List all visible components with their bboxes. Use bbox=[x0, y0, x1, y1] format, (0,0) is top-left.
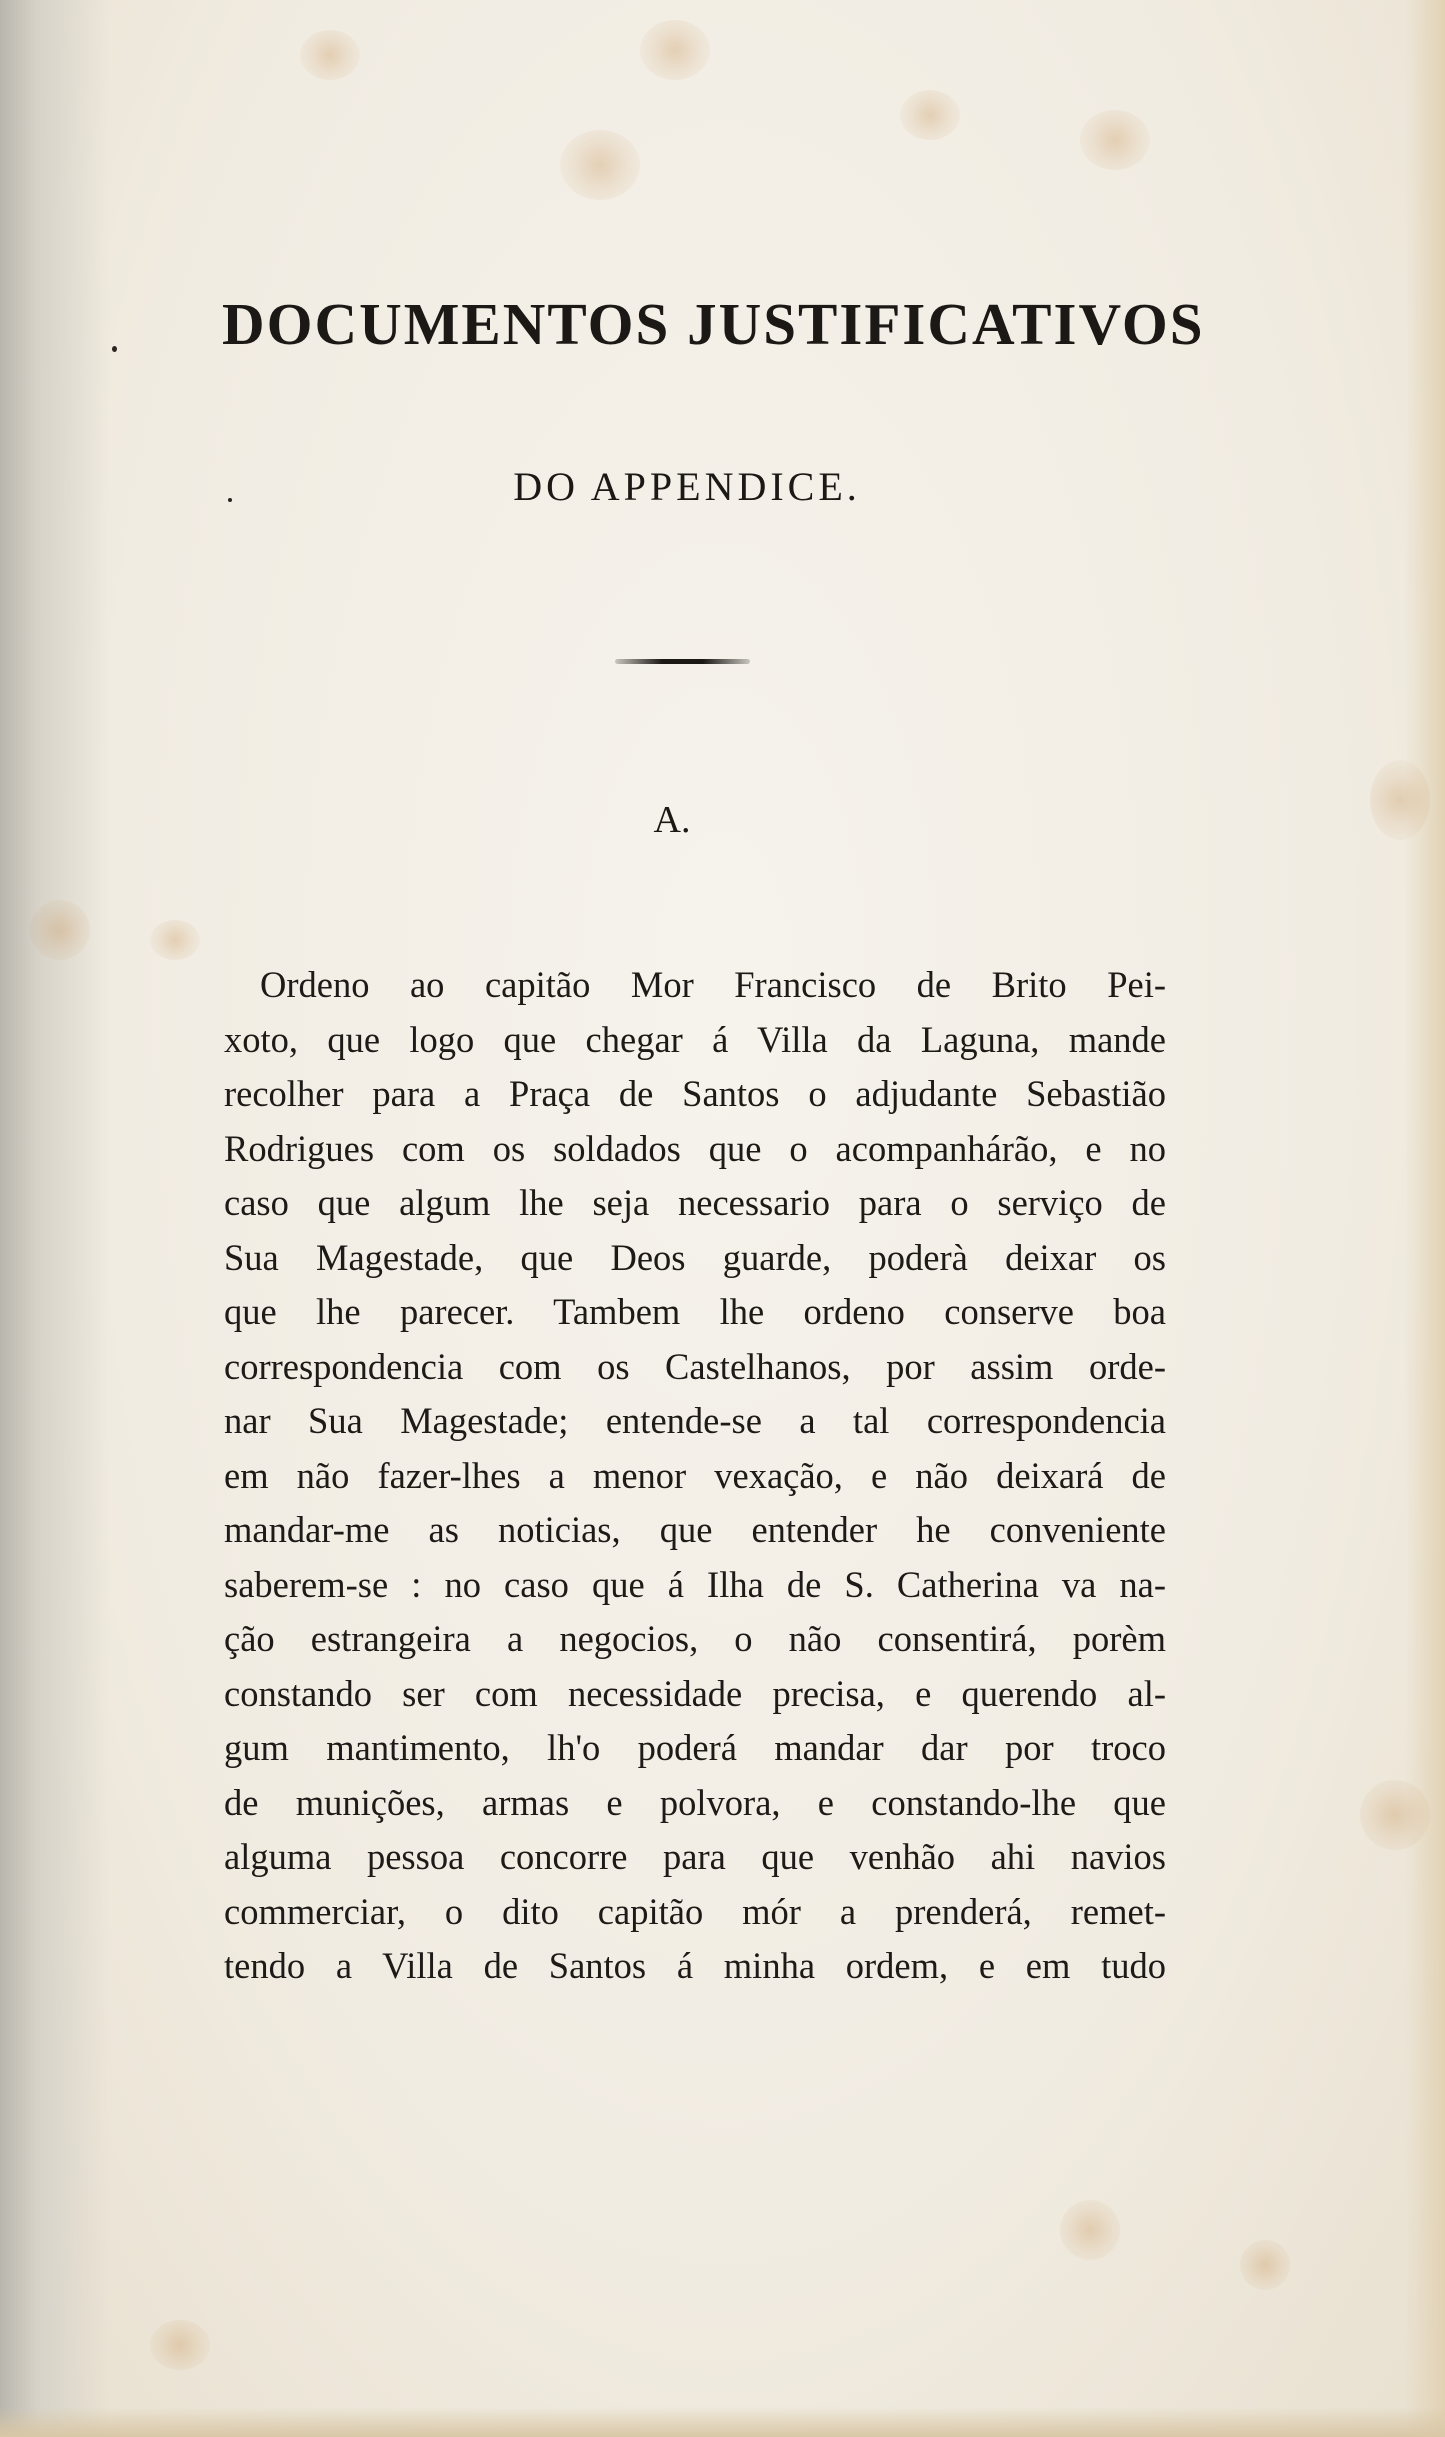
foxing-stain bbox=[30, 900, 90, 960]
page-edge-bottom bbox=[0, 2407, 1445, 2437]
text-line: correspondencia com os Castelhanos, por assim orde- bbox=[224, 1345, 1166, 1387]
text-line: nar Sua Magestade; entende-se a tal correspondencia bbox=[224, 1400, 1166, 1441]
page-edge-right bbox=[1405, 0, 1445, 2437]
text-line: saberem-se : no caso que á Ilha de S. Catherina va na- bbox=[224, 1563, 1166, 1605]
foxing-stain bbox=[640, 20, 710, 80]
page-subtitle: DO APPENDICE. bbox=[513, 464, 861, 509]
text-line: commerciar, o dito capitão mór a prenderá, remet- bbox=[224, 1890, 1166, 1932]
foxing-stain bbox=[900, 90, 960, 140]
ink-speck bbox=[112, 346, 117, 352]
text-line: caso que algum lhe seja necessario para o serviço de bbox=[224, 1182, 1166, 1223]
foxing-stain bbox=[1060, 2200, 1120, 2260]
text-line: Sua Magestade, que Deos guarde, poderà deixar os bbox=[224, 1236, 1166, 1278]
foxing-stain bbox=[1370, 760, 1430, 840]
ornamental-rule bbox=[615, 659, 750, 664]
text-line: Rodrigues com os soldados que o acompanhárão, e no bbox=[224, 1127, 1166, 1169]
text-line: gum mantimento, lh'o poderá mandar dar por troco bbox=[224, 1727, 1166, 1768]
text-line: de munições, armas e polvora, e constando-lhe que bbox=[224, 1781, 1166, 1823]
text-line: recolher para a Praça de Santos o adjudante Sebastião bbox=[224, 1073, 1166, 1114]
body-paragraph bbox=[224, 958, 1166, 1994]
foxing-stain bbox=[1360, 1780, 1430, 1850]
gutter-shadow bbox=[0, 0, 110, 2437]
text-line: constando ser com necessidade precisa, e querendo al- bbox=[224, 1672, 1166, 1714]
text-line: Ordeno ao capitão Mor Francisco de Brito Pei- bbox=[260, 964, 1166, 1005]
text-line: que lhe parecer. Tambem lhe ordeno conserve boa bbox=[224, 1291, 1166, 1332]
foxing-stain bbox=[1240, 2240, 1290, 2290]
text-line: mandar-me as noticias, que entender he conveniente bbox=[224, 1509, 1166, 1550]
text-line: alguma pessoa concorre para que venhão ahi navios bbox=[224, 1836, 1166, 1877]
text-line: ção estrangeira a negocios, o não consentirá, porèm bbox=[224, 1618, 1166, 1659]
text-line: tendo a Villa de Santos á minha ordem, e em tudo bbox=[224, 1945, 1166, 1986]
page-title: DOCUMENTOS JUSTIFICATIVOS bbox=[222, 291, 1205, 357]
foxing-stain bbox=[150, 920, 200, 960]
foxing-stain bbox=[300, 30, 360, 80]
text-line: em não fazer-lhes a menor vexação, e não deixará de bbox=[224, 1454, 1166, 1496]
foxing-stain bbox=[560, 130, 640, 200]
foxing-stain bbox=[150, 2320, 210, 2370]
foxing-stain bbox=[1080, 110, 1150, 170]
section-letter: A. bbox=[653, 799, 691, 841]
text-line: xoto, que logo que chegar á Villa da Laguna, mande bbox=[224, 1018, 1166, 1060]
